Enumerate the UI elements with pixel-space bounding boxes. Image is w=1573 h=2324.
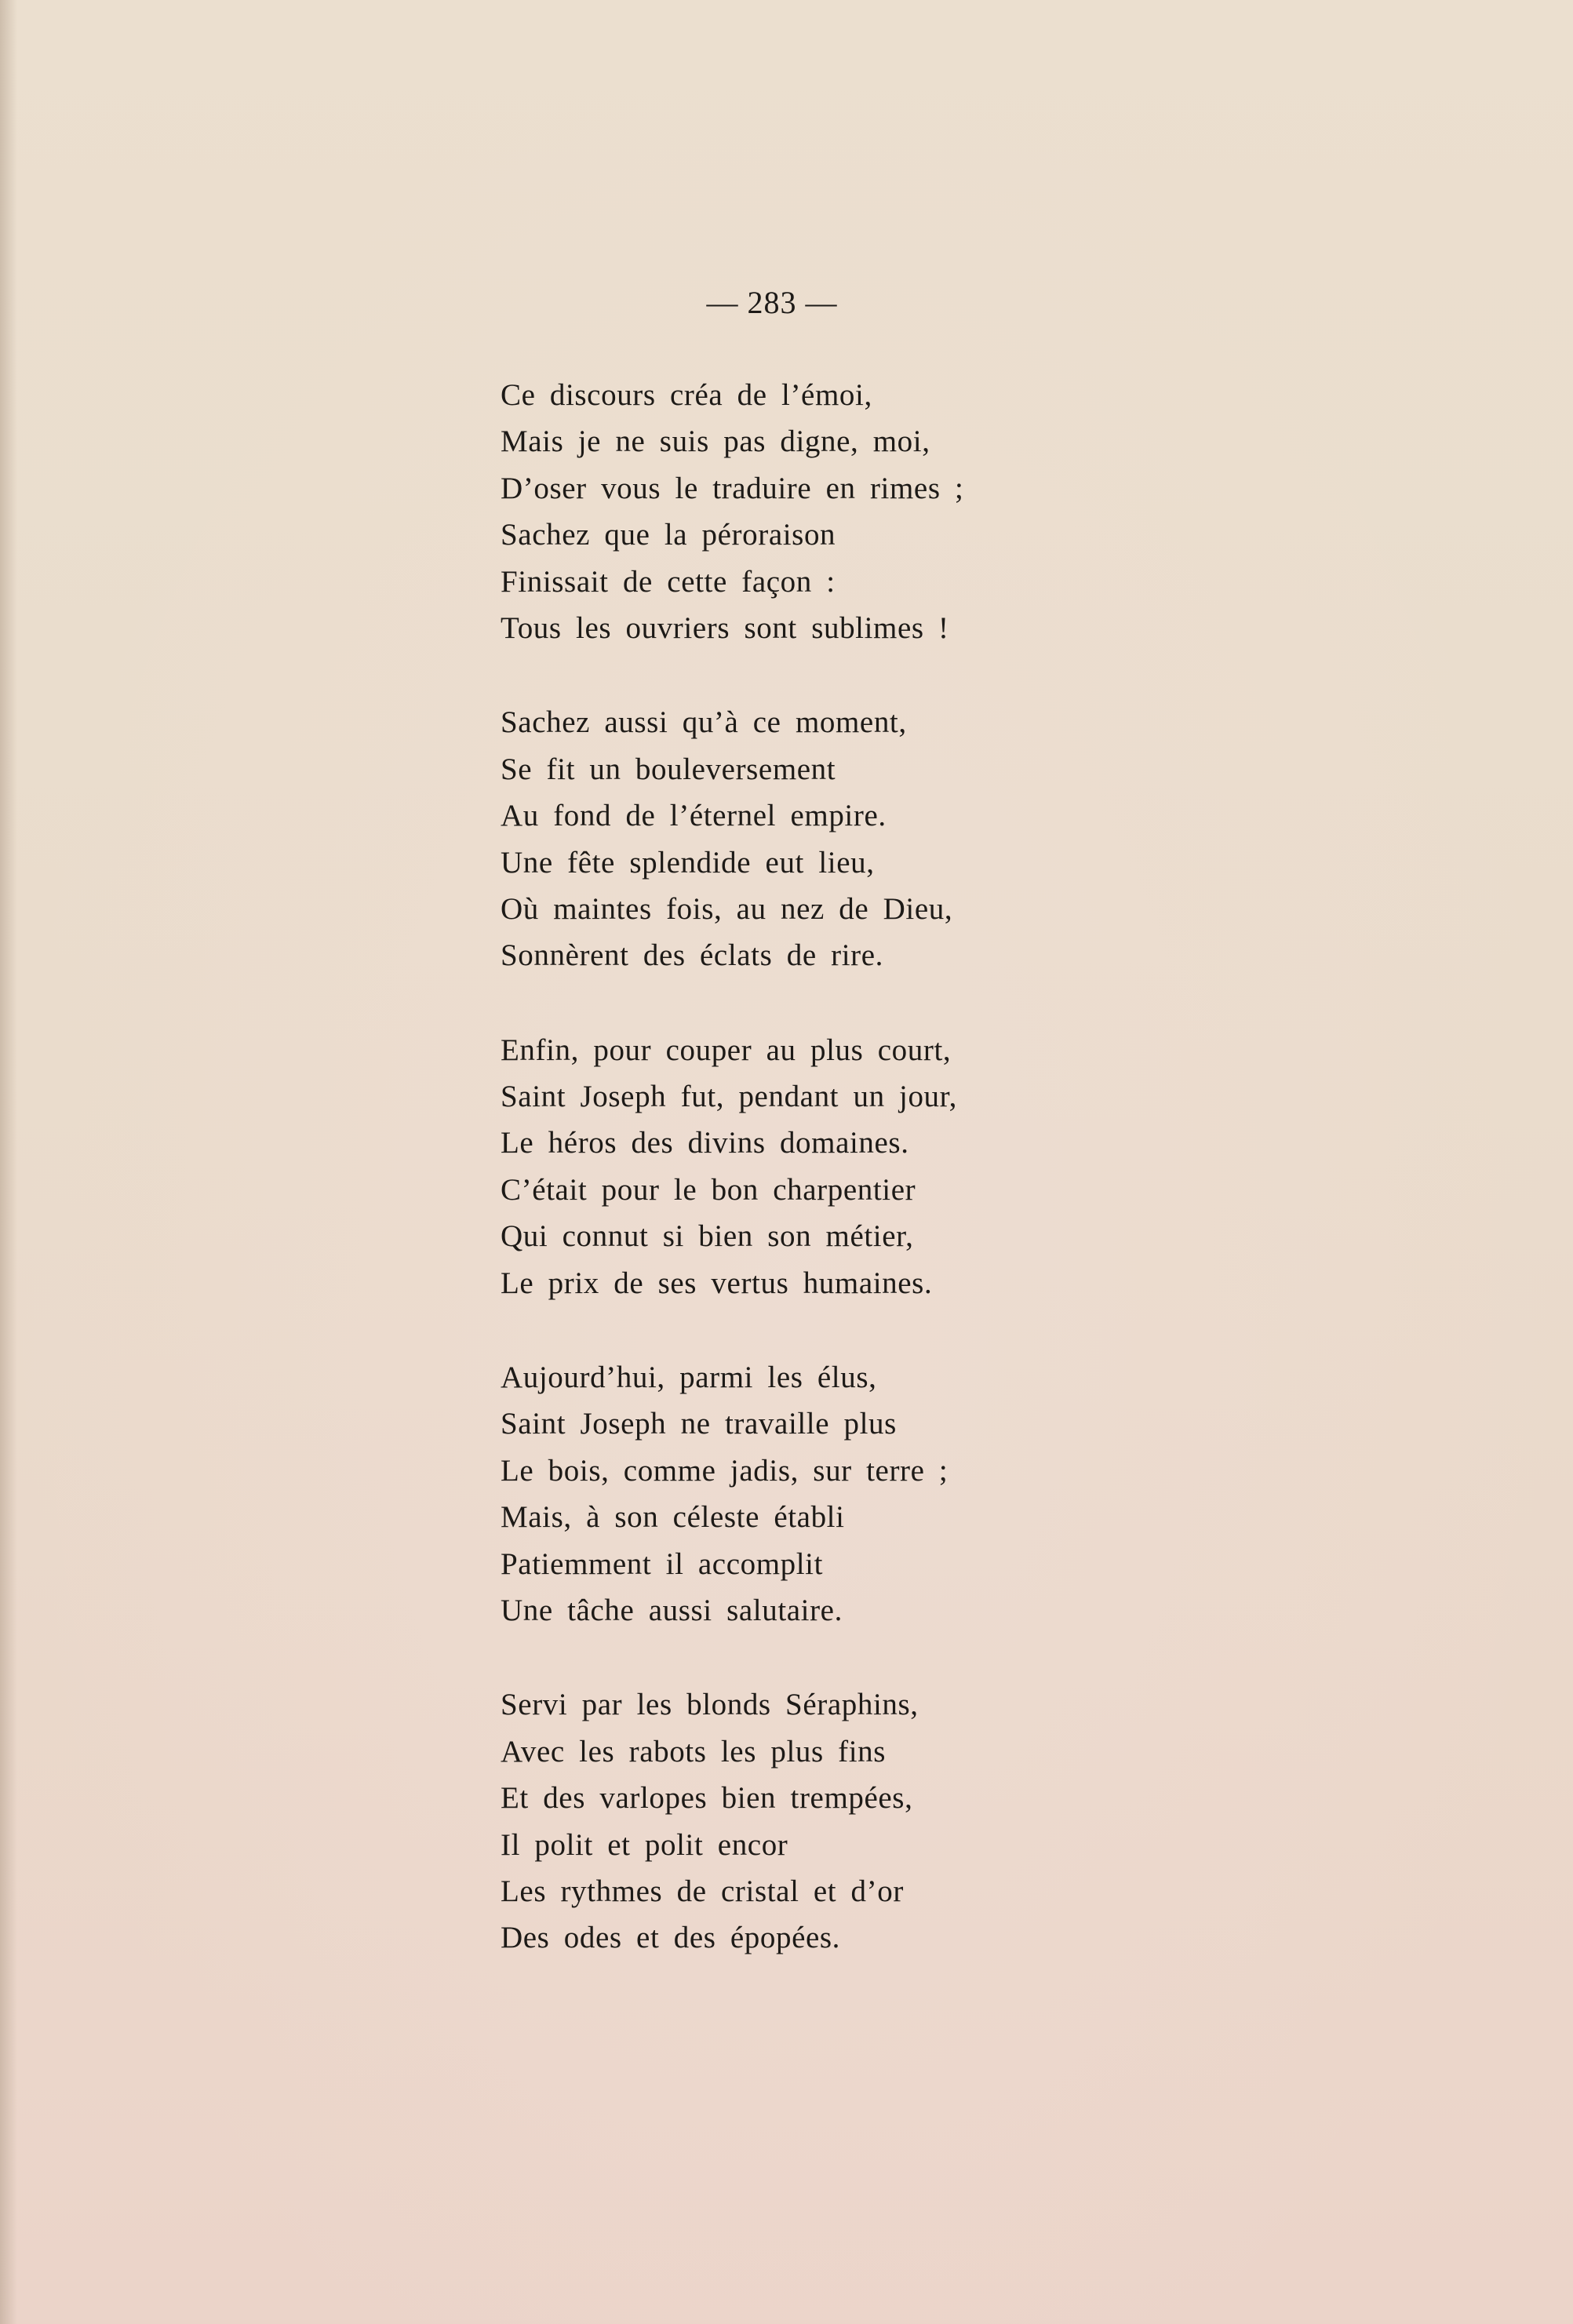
stanza-2	[501, 699, 1097, 978]
verse-line: Servi par les blonds Séraphins,	[501, 1688, 919, 1722]
poem	[501, 372, 1097, 2009]
verse-line: Enfin, pour couper au plus court,	[501, 1033, 952, 1067]
verse-line: Une tâche aussi salutaire.	[501, 1593, 843, 1627]
verse-line: Se fit un bouleversement	[501, 752, 836, 786]
verse-line: C’était pour le bon charpentier	[501, 1172, 916, 1207]
verse-line: Finissait de cette façon :	[501, 564, 836, 599]
verse-line: Tous les ouvriers sont sublimes !	[501, 610, 949, 645]
verse-line: Au fond de l’éternel empire.	[501, 799, 887, 833]
verse-line: Aujourd’hui, parmi les élus,	[501, 1361, 877, 1395]
stanza-5	[501, 1681, 1097, 1961]
verse-line: Avec les rabots les plus fins	[501, 1734, 887, 1768]
stanza-3	[501, 1027, 1097, 1306]
verse-line: Saint Joseph ne travaille plus	[501, 1407, 897, 1441]
verse-line: Et des varlopes bien trempées,	[501, 1781, 913, 1816]
verse-line: Les rythmes de cristal et d’or	[501, 1874, 904, 1908]
verse-line: Patiemment il accomplit	[501, 1546, 824, 1581]
stanza-4	[501, 1354, 1097, 1634]
verse-line: Qui connut si bien son métier,	[501, 1219, 914, 1254]
page-edge-shadow	[0, 0, 17, 2324]
verse-line: Saint Joseph fut, pendant un jour,	[501, 1080, 958, 1114]
verse-line: D’oser vous le traduire en rimes ;	[501, 471, 964, 505]
verse-line: Où maintes fois, au nez de Dieu,	[501, 891, 953, 926]
verse-line: Le prix de ses vertus humaines.	[501, 1266, 933, 1300]
verse-line: Ce discours créa de l’émoi,	[501, 378, 872, 412]
stanza-1	[501, 372, 1097, 651]
verse-line: Le héros des divins domaines.	[501, 1126, 909, 1160]
verse-line: Le bois, comme jadis, sur terre ;	[501, 1453, 949, 1488]
verse-line: Des odes et des épopées.	[501, 1921, 841, 1955]
verse-line: Il polit et polit encor	[501, 1827, 788, 1862]
verse-line: Sachez que la péroraison	[501, 518, 836, 552]
verse-line: Sachez aussi qu’à ce moment,	[501, 705, 907, 740]
verse-line: Mais, à son céleste établi	[501, 1500, 845, 1535]
page-number: — 283 —	[706, 285, 838, 320]
verse-line: Mais je ne suis pas digne, moi,	[501, 424, 930, 459]
verse-line: Sonnèrent des éclats de rire.	[501, 938, 883, 973]
verse-line: Une fête splendide eut lieu,	[501, 845, 875, 880]
